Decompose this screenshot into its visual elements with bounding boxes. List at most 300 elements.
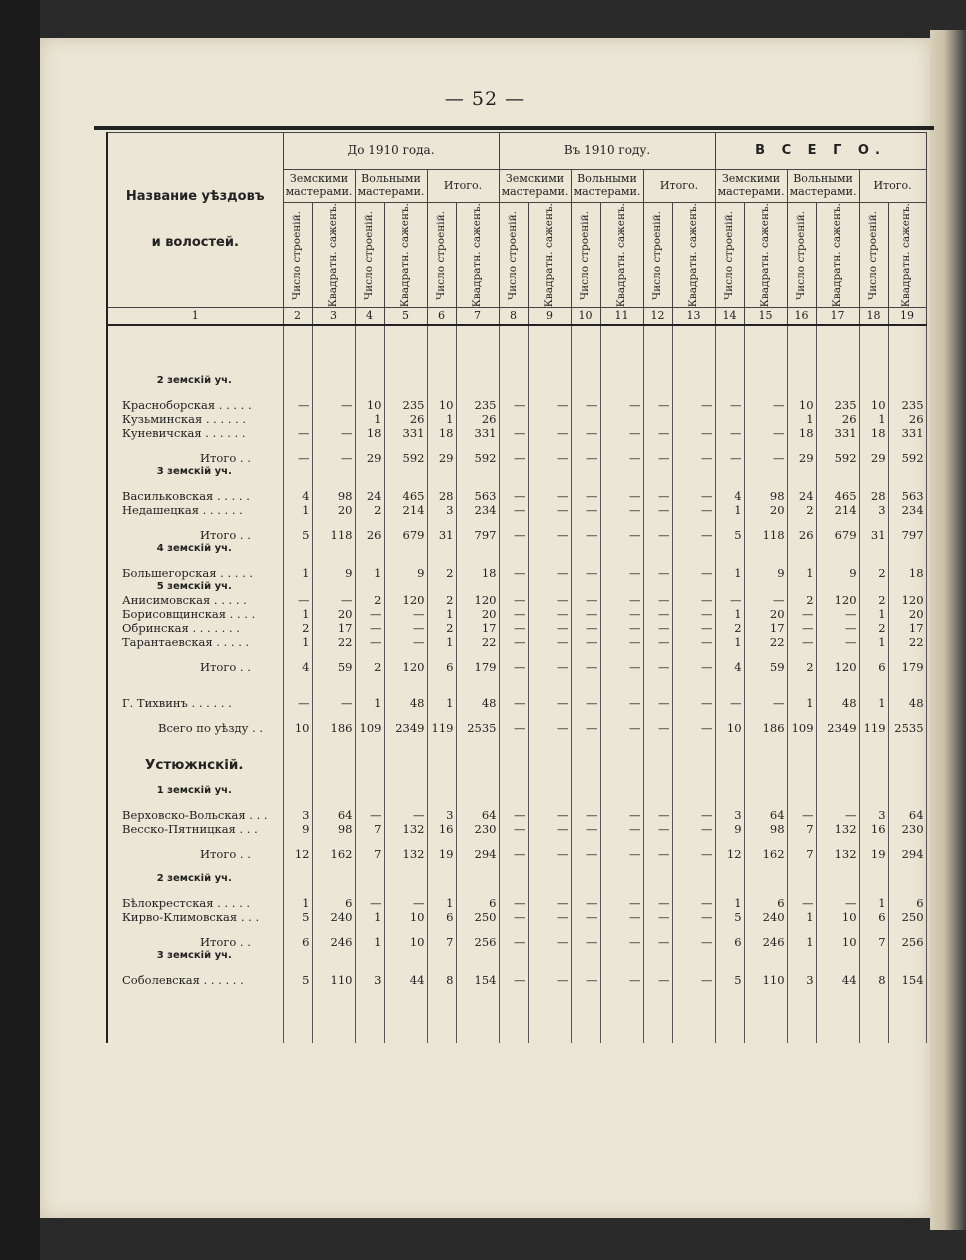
table-cell: — [600,451,643,465]
table-row [107,566,926,580]
table-cell: — [600,660,643,674]
book-next-page-edge [930,30,966,1230]
table-cell [384,440,427,451]
table-cell [672,746,715,757]
col-header-count [499,203,528,308]
table-cell [672,412,715,426]
table-cell [355,465,384,478]
table-cell: — [499,503,528,517]
table-cell [571,987,600,1043]
row-label: Верховско-Вольская . . . [107,808,283,822]
table-cell: 98 [744,822,787,836]
table-cell [499,885,528,896]
table-row-sp [107,746,926,757]
table-cell: 28 [859,489,888,503]
table-cell: — [571,721,600,735]
table-cell: — [643,593,672,607]
table-cell [456,478,499,489]
table-cell [384,478,427,489]
table-cell [643,580,672,593]
table-cell [312,555,355,566]
table-cell: 132 [384,847,427,861]
col-header-label: Квадратн. саженъ. [686,203,699,308]
table-cell [816,885,859,896]
table-cell: — [571,593,600,607]
table-cell [283,580,312,593]
table-cell: — [600,426,643,440]
table-cell: 256 [456,935,499,949]
table-cell [672,649,715,660]
table-cell: 1 [859,635,888,649]
table-cell [571,836,600,847]
table-cell [384,861,427,872]
table-cell: 1 [859,607,888,621]
table-cell [859,987,888,1043]
table-cell: 1 [355,935,384,949]
table-cell [571,746,600,757]
table-cell [499,987,528,1043]
table-cell: — [672,528,715,542]
table-cell [384,649,427,660]
table-row-title [107,542,926,555]
table-cell [888,836,926,847]
table-cell: 240 [744,910,787,924]
table-cell: — [643,896,672,910]
table-cell [600,542,643,555]
table-cell [816,517,859,528]
table-cell [672,710,715,721]
column-number: 19 [888,308,926,326]
table-cell: — [312,426,355,440]
table-row-last [107,987,926,1043]
table-cell: 98 [312,822,355,836]
table-cell: — [787,621,816,635]
table-cell: 3 [715,808,744,822]
table-cell: 118 [312,528,355,542]
table-row [107,593,926,607]
table-cell: 2 [787,503,816,517]
table-cell [643,412,672,426]
table-cell [888,784,926,797]
row-label [107,885,283,896]
table-cell [528,517,571,528]
row-label [107,649,283,660]
row-label: 4 земскій уч. [107,542,283,555]
table-cell: — [643,696,672,710]
table-cell [499,757,528,773]
table-cell: — [600,489,643,503]
col-header-area [888,203,926,308]
table-cell [283,924,312,935]
table-cell: 465 [384,489,427,503]
table-cell [888,861,926,872]
row-label: Анисимовская . . . . . [107,593,283,607]
table-cell [859,465,888,478]
table-cell: 331 [816,426,859,440]
table-row-grand [107,721,926,735]
table-cell [643,885,672,896]
table-cell [528,542,571,555]
row-label [107,325,283,374]
table-cell: — [499,847,528,861]
table-cell [600,374,643,387]
table-cell: — [600,847,643,861]
table-cell: 29 [355,451,384,465]
table-cell: — [571,621,600,635]
table-cell: — [499,721,528,735]
table-cell [787,440,816,451]
table-cell [571,784,600,797]
table-cell [600,962,643,973]
table-cell [355,325,384,374]
table-cell: — [283,426,312,440]
table-cell [888,757,926,773]
table-cell [355,580,384,593]
table-cell [643,325,672,374]
table-cell: — [672,503,715,517]
table-cell [456,674,499,685]
table-cell [643,374,672,387]
table-cell [672,374,715,387]
table-cell [816,872,859,885]
table-cell: — [643,635,672,649]
table-cell: — [528,822,571,836]
col-header-area [600,203,643,308]
table-cell [427,962,456,973]
table-cell [283,710,312,721]
table-cell [456,710,499,721]
table-cell: — [816,808,859,822]
table-cell: 4 [283,489,312,503]
table-cell: 246 [744,935,787,949]
table-cell [744,325,787,374]
table-cell [528,580,571,593]
table-row-sp [107,440,926,451]
table-cell [499,412,528,426]
table-cell [888,465,926,478]
table-cell [672,962,715,973]
table-cell: — [571,503,600,517]
row-label [107,710,283,721]
table-cell: — [528,808,571,822]
table-cell [787,962,816,973]
table-cell [312,387,355,398]
table-cell: — [600,566,643,580]
table-cell: — [499,822,528,836]
table-cell [571,735,600,746]
column-number: 3 [312,308,355,326]
table-cell [384,325,427,374]
table-cell: — [744,398,787,412]
table-cell: — [571,660,600,674]
table-cell: — [528,910,571,924]
table-cell [456,836,499,847]
table-cell [715,872,744,885]
table-cell [427,797,456,808]
table-row-title [107,949,926,962]
col-header-label: Число строеній. [794,210,807,300]
table-cell [888,325,926,374]
table-cell [787,465,816,478]
table-cell: 592 [456,451,499,465]
table-cell [787,542,816,555]
table-cell: 22 [888,635,926,649]
table-cell: — [744,451,787,465]
table-cell: — [787,607,816,621]
table-cell: 2 [355,593,384,607]
table-cell [283,757,312,773]
table-cell [312,924,355,935]
table-cell: — [571,808,600,822]
table-cell: — [643,503,672,517]
table-cell: 18 [456,566,499,580]
table-cell [859,861,888,872]
table-cell: 4 [715,660,744,674]
table-row-sp [107,962,926,973]
table-cell: 16 [859,822,888,836]
table-cell [643,962,672,973]
table-cell [355,861,384,872]
table-cell: 12 [283,847,312,861]
table-row-sp [107,685,926,696]
table-cell: 26 [355,528,384,542]
table-cell: 230 [456,822,499,836]
table-cell [643,685,672,696]
table-cell [571,440,600,451]
table-cell: 9 [312,566,355,580]
table-cell [672,542,715,555]
table-cell [427,387,456,398]
table-cell [816,440,859,451]
table-cell: — [528,593,571,607]
table-cell [427,924,456,935]
table-cell [715,674,744,685]
table-cell [384,735,427,746]
table-cell: 17 [312,621,355,635]
table-cell: — [672,398,715,412]
table-cell [355,542,384,555]
table-cell: 7 [787,847,816,861]
table-cell: 3 [859,808,888,822]
table-cell: — [384,808,427,822]
table-cell [744,735,787,746]
table-cell [499,674,528,685]
table-cell [312,987,355,1043]
table-cell [528,478,571,489]
table-cell: — [528,696,571,710]
table-cell [672,784,715,797]
table-cell [643,387,672,398]
table-cell [715,949,744,962]
table-cell [571,542,600,555]
table-cell: — [499,635,528,649]
table-cell [816,797,859,808]
row-label [107,836,283,847]
table-cell [859,924,888,935]
table-cell [571,885,600,896]
table-cell: 3 [859,503,888,517]
table-cell [715,885,744,896]
table-row-sp [107,517,926,528]
table-cell: — [672,721,715,735]
table-cell: 3 [355,973,384,987]
table-cell: 18 [888,566,926,580]
row-label: Итого . . [107,935,283,949]
table-cell [888,517,926,528]
table-row-sp [107,836,926,847]
table-cell [816,836,859,847]
table-cell [499,517,528,528]
table-cell: 119 [427,721,456,735]
row-label: Г. Тихвинъ . . . . . . [107,696,283,710]
column-number: 8 [499,308,528,326]
table-cell: — [528,721,571,735]
table-cell [715,735,744,746]
table-cell [499,872,528,885]
table-row-sp [107,885,926,896]
table-cell [312,412,355,426]
table-cell [643,924,672,935]
row-label [107,517,283,528]
row-label [107,685,283,696]
row-label: 3 земскій уч. [107,949,283,962]
table-cell: — [571,451,600,465]
table-cell [456,757,499,773]
table-cell: — [355,896,384,910]
table-cell: 132 [816,822,859,836]
table-cell: — [528,660,571,674]
table-cell [715,773,744,784]
table-cell [384,949,427,962]
table-cell [715,987,744,1043]
table-cell [283,735,312,746]
table-cell: 10 [715,721,744,735]
table-cell: 10 [355,398,384,412]
table-cell [787,517,816,528]
table-row-sp [107,924,926,935]
table-cell [672,773,715,784]
table-cell [312,374,355,387]
table-cell: — [744,426,787,440]
table-cell [787,387,816,398]
table-cell: — [355,621,384,635]
table-cell: — [600,607,643,621]
table-cell: 250 [456,910,499,924]
group-total: В С Е Г О. [715,133,926,170]
table-cell: 19 [859,847,888,861]
table-cell: 9 [715,822,744,836]
table-cell [499,710,528,721]
table-cell: 44 [384,973,427,987]
table-cell [384,773,427,784]
table-cell [355,836,384,847]
table-cell: 9 [816,566,859,580]
table-cell [672,685,715,696]
column-number: 10 [571,308,600,326]
col-header-label: Квадратн. саженъ. [398,203,411,308]
table-cell [787,949,816,962]
table-cell [528,924,571,935]
column-number: 15 [744,308,787,326]
table-cell [283,987,312,1043]
table-cell: 5 [715,910,744,924]
table-cell: 64 [312,808,355,822]
table-cell: 7 [355,847,384,861]
table-cell [859,784,888,797]
table-cell: 2349 [384,721,427,735]
table-cell [312,861,355,872]
row-label: Недашецкая . . . . . . [107,503,283,517]
table-cell: 214 [816,503,859,517]
table-cell [427,836,456,847]
col-header-count [571,203,600,308]
table-cell [355,374,384,387]
table-cell: 1 [283,896,312,910]
table-cell: 592 [384,451,427,465]
table-cell [787,374,816,387]
table-cell [283,465,312,478]
table-cell [528,685,571,696]
name-column-header [107,133,283,308]
table-cell [499,861,528,872]
table-cell: — [355,808,384,822]
table-cell [355,872,384,885]
table-cell [787,885,816,896]
table-cell [859,325,888,374]
table-cell: 6 [456,896,499,910]
table-cell [384,374,427,387]
table-cell [499,746,528,757]
table-cell [355,710,384,721]
table-cell: — [643,426,672,440]
table-cell: — [643,660,672,674]
table-cell [715,478,744,489]
table-cell [283,412,312,426]
table-cell [816,784,859,797]
table-row [107,910,926,924]
column-number: 13 [672,308,715,326]
table-cell: 10 [427,398,456,412]
table-cell: 1 [715,607,744,621]
table-cell: 563 [888,489,926,503]
table-cell: — [499,398,528,412]
table-cell [816,478,859,489]
table-cell [384,885,427,896]
table-cell [600,735,643,746]
table-cell [528,465,571,478]
table-cell: — [528,847,571,861]
table-cell [787,924,816,935]
subgroup-zemstvo: Земскими мастерами. [283,170,355,203]
table-cell [427,555,456,566]
table-cell [787,325,816,374]
table-cell [643,746,672,757]
table-cell: 110 [312,973,355,987]
table-cell [456,325,499,374]
table-cell: 18 [859,426,888,440]
table-cell: 2 [427,621,456,635]
row-label [107,987,283,1043]
table-cell [355,555,384,566]
column-number: 1 [107,308,283,326]
table-cell [384,797,427,808]
table-cell [600,784,643,797]
table-cell [859,649,888,660]
col-header-label: Число строеній. [362,210,375,300]
col-header-area [744,203,787,308]
table-cell [643,465,672,478]
table-cell [499,387,528,398]
